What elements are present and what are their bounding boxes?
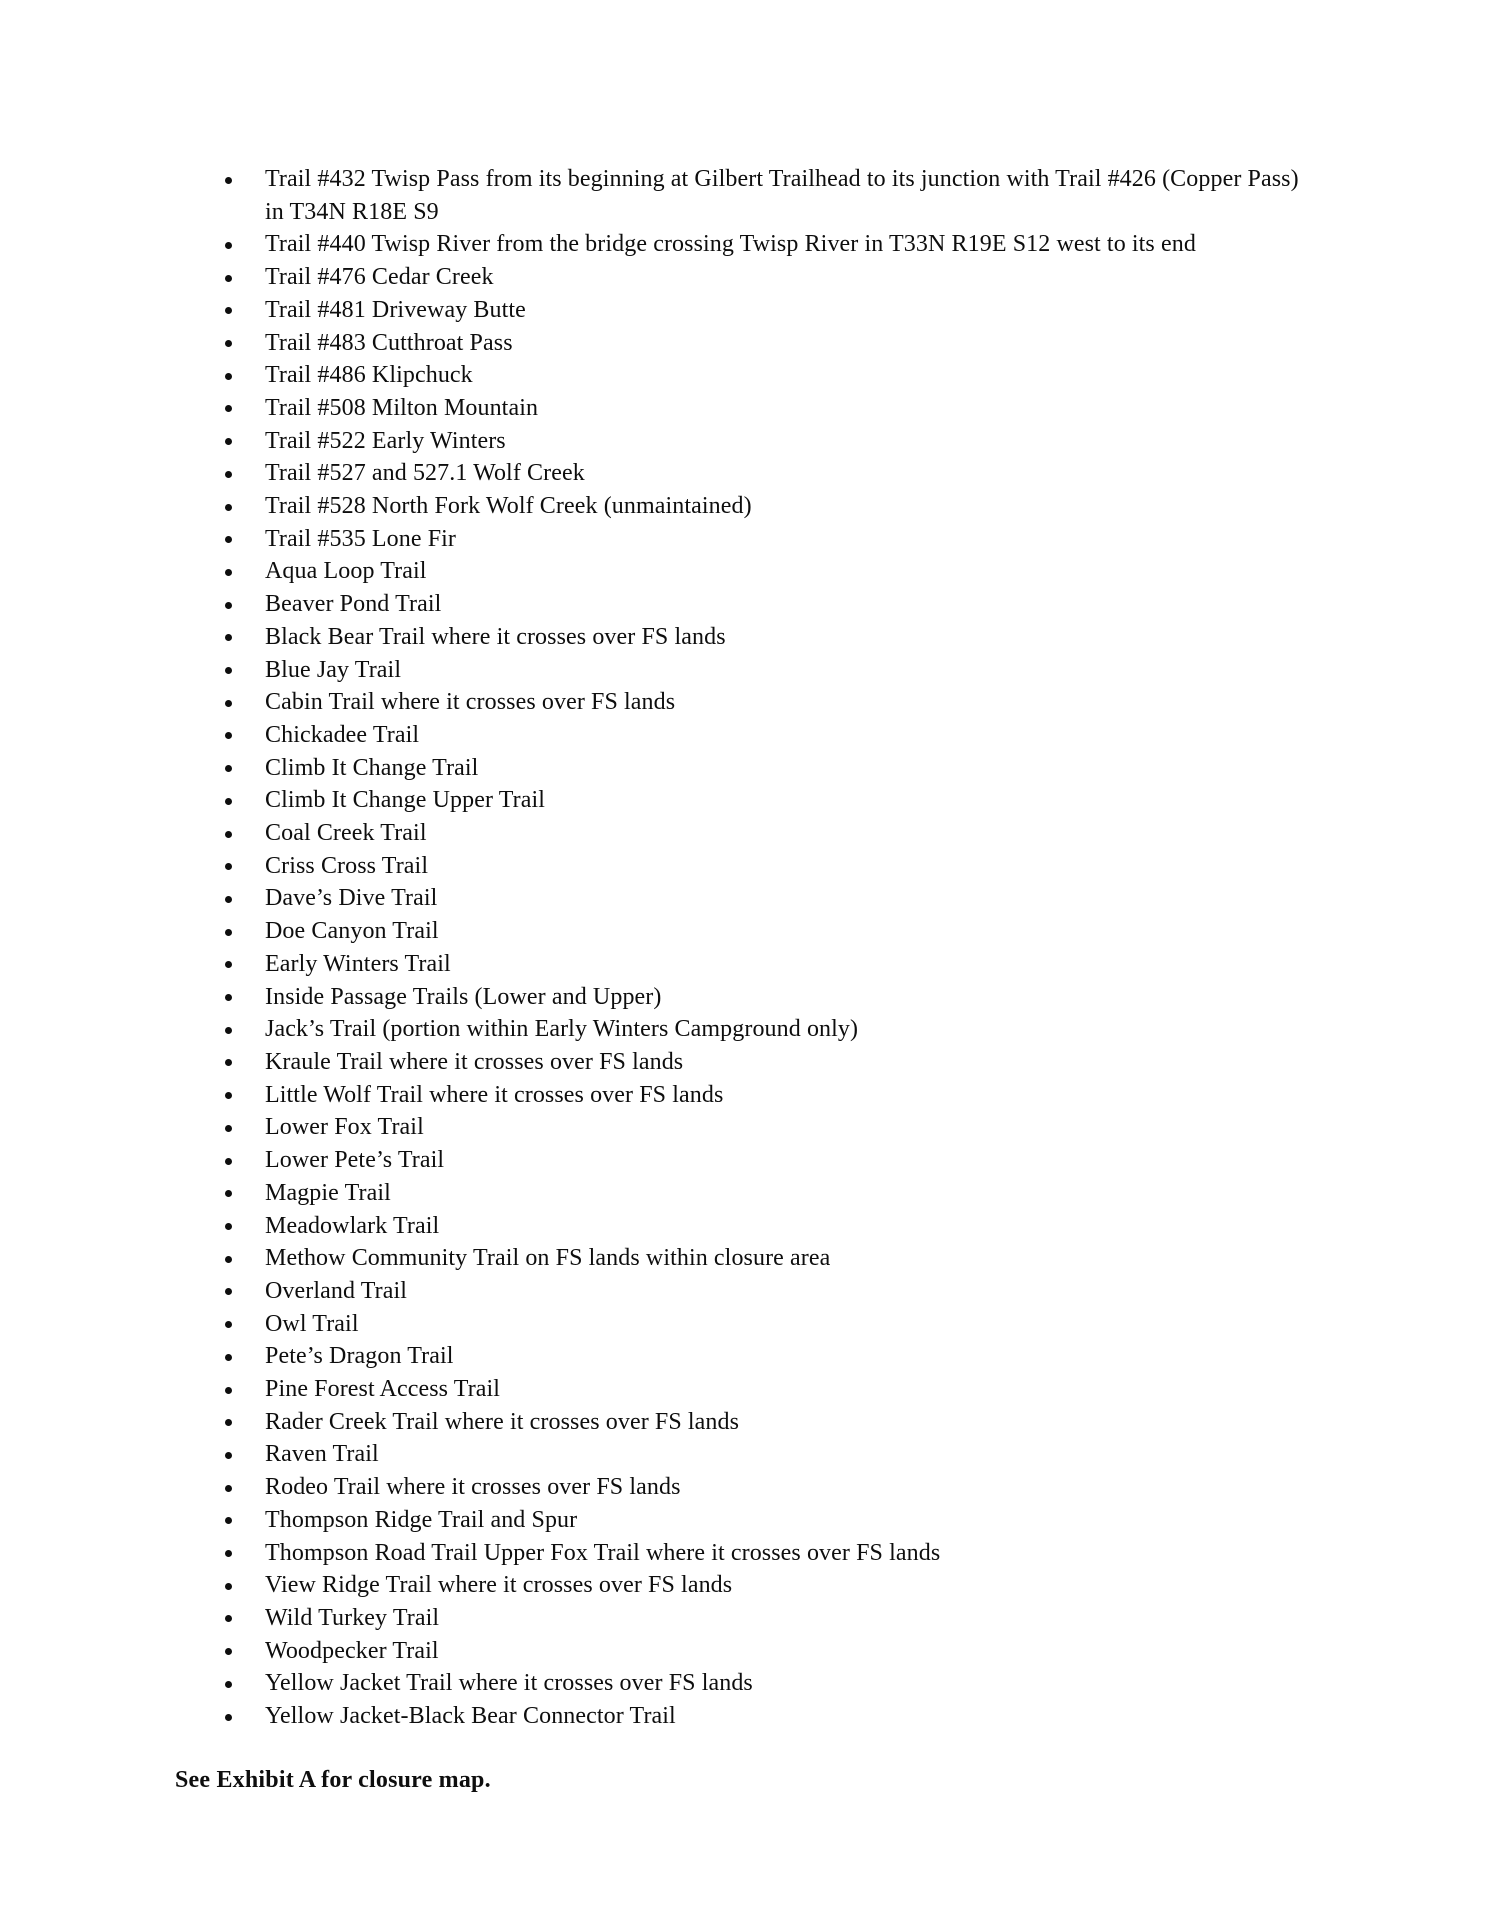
bullet-icon <box>225 863 232 870</box>
trail-list-item <box>223 1406 1305 1439</box>
trail-list-item <box>223 1602 1305 1635</box>
bullet-icon <box>225 536 232 543</box>
trail-item-text: Little Wolf Trail where it crosses over FS lands <box>265 1081 724 1108</box>
trail-list-item <box>223 1340 1305 1373</box>
trail-closure-list <box>223 163 1305 1733</box>
bullet-icon <box>225 405 232 412</box>
bullet-icon <box>225 1321 232 1328</box>
bullet-icon <box>225 177 232 184</box>
trail-item-text: Thompson Ridge Trail and Spur <box>265 1506 578 1533</box>
trail-item-text: Yellow Jacket-Black Bear Connector Trail <box>265 1703 676 1730</box>
trail-list-item <box>223 163 1305 228</box>
trail-list-item <box>223 915 1305 948</box>
bullet-icon <box>225 1681 232 1688</box>
trail-item-text: Overland Trail <box>265 1277 408 1304</box>
bullet-icon <box>225 700 232 707</box>
trail-item-text: View Ridge Trail where it crosses over FS lands <box>265 1572 733 1599</box>
trail-item-text: Doe Canyon Trail <box>265 918 439 945</box>
trail-list-item <box>223 621 1305 654</box>
trail-list-item <box>223 1373 1305 1406</box>
bullet-icon <box>225 1419 232 1426</box>
trail-item-text: Jack’s Trail (portion within Early Winters Campground only) <box>265 1016 859 1043</box>
trail-item-text: Trail #440 Twisp River from the bridge crossing Twisp River in T33N R19E S12 west to its end <box>265 231 1196 258</box>
bullet-icon <box>225 994 232 1001</box>
trail-item-text: Early Winters Trail <box>265 950 451 977</box>
trail-item-text: Chickadee Trail <box>265 721 420 748</box>
trail-list-item <box>223 327 1305 360</box>
bullet-icon <box>225 1615 232 1622</box>
trail-list-item <box>223 1144 1305 1177</box>
trail-list-item <box>223 261 1305 294</box>
trail-item-text: Black Bear Trail where it crosses over FS lands <box>265 623 726 650</box>
bullet-icon <box>225 1256 232 1263</box>
trail-item-text: Coal Creek Trail <box>265 820 427 847</box>
trail-item-text: Lower Fox Trail <box>265 1114 424 1141</box>
bullet-icon <box>225 1354 232 1361</box>
trail-item-text: Rader Creek Trail where it crosses over FS lands <box>265 1408 740 1435</box>
trail-item-text: Methow Community Trail on FS lands within closure area <box>265 1245 831 1272</box>
trail-list-item <box>223 392 1305 425</box>
trail-item-text: Beaver Pond Trail <box>265 591 442 618</box>
trail-list-item <box>223 1635 1305 1668</box>
trail-item-text: Trail #508 Milton Mountain <box>265 394 539 421</box>
trail-list-item <box>223 719 1305 752</box>
bullet-icon <box>225 831 232 838</box>
trail-item-text: Lower Pete’s Trail <box>265 1147 445 1174</box>
trail-item-text: Magpie Trail <box>265 1179 391 1206</box>
trail-list-item <box>223 1275 1305 1308</box>
trail-list-item <box>223 425 1305 458</box>
trail-list-item <box>223 948 1305 981</box>
trail-list-item <box>223 981 1305 1014</box>
bullet-icon <box>225 896 232 903</box>
bullet-icon <box>225 732 232 739</box>
trail-list-item <box>223 1537 1305 1570</box>
trail-list-item <box>223 882 1305 915</box>
bullet-icon <box>225 1583 232 1590</box>
trail-list-item <box>223 817 1305 850</box>
trail-list-item <box>223 1308 1305 1341</box>
trail-list-item <box>223 1504 1305 1537</box>
trail-list-item <box>223 1569 1305 1602</box>
bullet-icon <box>225 569 232 576</box>
trail-list-item <box>223 523 1305 556</box>
trail-item-text: Rodeo Trail where it crosses over FS lands <box>265 1474 681 1501</box>
trail-item-text: Meadowlark Trail <box>265 1212 440 1239</box>
trail-item-text: Trail #481 Driveway Butte <box>265 296 526 323</box>
trail-list-item <box>223 686 1305 719</box>
bullet-icon <box>225 1190 232 1197</box>
bullet-icon <box>225 1452 232 1459</box>
bullet-icon <box>225 373 232 380</box>
trail-item-text: Pine Forest Access Trail <box>265 1376 501 1403</box>
trail-item-text: Dave’s Dive Trail <box>265 885 438 912</box>
trail-item-text: Climb It Change Upper Trail <box>265 787 546 814</box>
trail-list-item <box>223 1210 1305 1243</box>
bullet-icon <box>225 634 232 641</box>
trail-list-item <box>223 1700 1305 1733</box>
bullet-icon <box>225 929 232 936</box>
bullet-icon <box>225 1059 232 1066</box>
bullet-icon <box>225 504 232 511</box>
trail-item-text: Wild Turkey Trail <box>265 1604 440 1631</box>
bullet-icon <box>225 1714 232 1721</box>
closure-map-note: See Exhibit A for closure map. <box>175 1767 491 1793</box>
trail-list-item <box>223 555 1305 588</box>
trail-list-item <box>223 359 1305 392</box>
bullet-icon <box>225 1027 232 1034</box>
bullet-icon <box>225 798 232 805</box>
trail-item-text: Owl Trail <box>265 1310 359 1337</box>
bullet-icon <box>225 242 232 249</box>
trail-item-text: Kraule Trail where it crosses over FS lands <box>265 1048 684 1075</box>
trail-list-item <box>223 457 1305 490</box>
bullet-icon <box>225 1288 232 1295</box>
trail-item-text: Trail #486 Klipchuck <box>265 362 473 389</box>
trail-item-text: Climb It Change Trail <box>265 754 479 781</box>
trail-item-text: Inside Passage Trails (Lower and Upper) <box>265 983 662 1010</box>
bullet-icon <box>225 471 232 478</box>
trail-list-item <box>223 588 1305 621</box>
bullet-icon <box>225 1092 232 1099</box>
bullet-icon <box>225 1158 232 1165</box>
trail-list-item <box>223 1111 1305 1144</box>
trail-item-text: Blue Jay Trail <box>265 656 402 683</box>
trail-list-item <box>223 1079 1305 1112</box>
trail-list-item <box>223 1046 1305 1079</box>
trail-list-item <box>223 1471 1305 1504</box>
trail-list-item <box>223 1177 1305 1210</box>
trail-item-text: Woodpecker Trail <box>265 1637 439 1664</box>
trail-item-text: Trail #476 Cedar Creek <box>265 264 494 291</box>
trail-item-text: Trail #432 Twisp Pass from its beginning at Gilbert Trailhead to its junction with Trail #426 (Copper Pass) in T34N R18E S9 <box>265 166 1299 225</box>
bullet-icon <box>225 765 232 772</box>
trail-list-item <box>223 1242 1305 1275</box>
trail-item-text: Criss Cross Trail <box>265 852 429 879</box>
trail-list-item <box>223 490 1305 523</box>
bullet-icon <box>225 1517 232 1524</box>
bullet-icon <box>225 1223 232 1230</box>
trail-list-item <box>223 1013 1305 1046</box>
bullet-icon <box>225 667 232 674</box>
trail-list-item <box>223 752 1305 785</box>
trail-item-text: Trail #535 Lone Fir <box>265 525 457 552</box>
bullet-icon <box>225 1387 232 1394</box>
bullet-icon <box>225 438 232 445</box>
trail-item-text: Yellow Jacket Trail where it crosses over FS lands <box>265 1670 753 1697</box>
bullet-icon <box>225 1648 232 1655</box>
trail-list-item <box>223 294 1305 327</box>
trail-item-text: Trail #528 North Fork Wolf Creek (unmaintained) <box>265 493 752 520</box>
trail-item-text: Cabin Trail where it crosses over FS lands <box>265 689 676 716</box>
trail-item-text: Thompson Road Trail Upper Fox Trail where it crosses over FS lands <box>265 1539 941 1566</box>
bullet-icon <box>225 1125 232 1132</box>
trail-list-item <box>223 1667 1305 1700</box>
bullet-icon <box>225 602 232 609</box>
bullet-icon <box>225 1550 232 1557</box>
trail-item-text: Trail #527 and 527.1 Wolf Creek <box>265 460 585 487</box>
trail-list-item <box>223 654 1305 687</box>
trail-list-item <box>223 228 1305 261</box>
bullet-icon <box>225 961 232 968</box>
trail-item-text: Trail #483 Cutthroat Pass <box>265 329 513 356</box>
trail-list-item <box>223 850 1305 883</box>
trail-item-text: Trail #522 Early Winters <box>265 427 506 454</box>
bullet-icon <box>225 340 232 347</box>
trail-list-item <box>223 784 1305 817</box>
bullet-icon <box>225 307 232 314</box>
trail-list-item <box>223 1438 1305 1471</box>
trail-item-text: Pete’s Dragon Trail <box>265 1343 454 1370</box>
trail-item-text: Raven Trail <box>265 1441 379 1468</box>
bullet-icon <box>225 275 232 282</box>
trail-item-text: Aqua Loop Trail <box>265 558 427 585</box>
bullet-icon <box>225 1485 232 1492</box>
